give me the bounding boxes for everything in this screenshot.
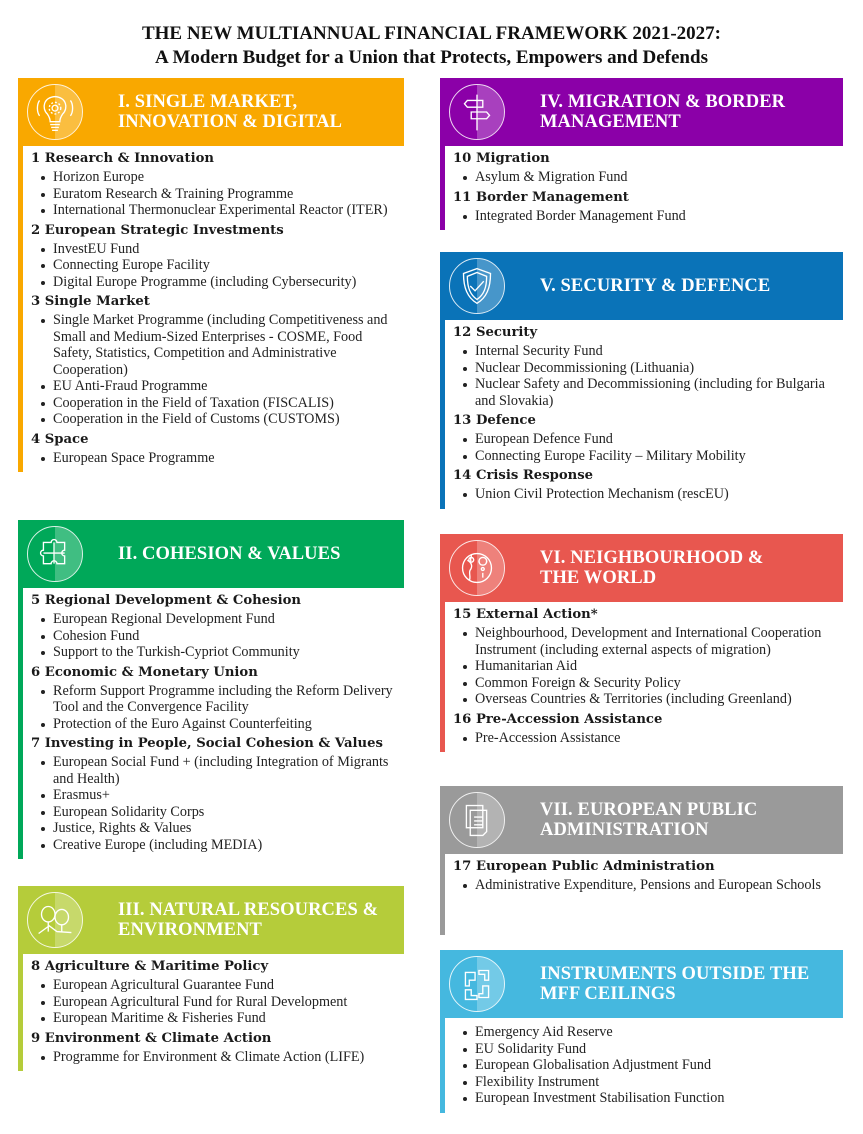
list-item: European Solidarity Corps bbox=[39, 804, 404, 821]
list-item: European Space Programme bbox=[39, 450, 404, 467]
section-header bbox=[440, 786, 843, 854]
category-heading: 3 Single Market bbox=[31, 294, 150, 309]
list-item: Cooperation in the Field of Taxation (FISCALIS) bbox=[39, 395, 404, 412]
list-item: Creative Europe (including MEDIA) bbox=[39, 837, 404, 854]
category-heading: 4 Space bbox=[31, 431, 89, 447]
title-line-1: THE NEW MULTIANNUAL FINANCIAL FRAMEWORK 2021-2027: bbox=[141, 23, 722, 44]
list-item: Digital Europe Programme (including Cybersecurity) bbox=[39, 274, 404, 291]
lightbulb-gear-icon bbox=[27, 84, 83, 140]
list-item: International Thermonuclear Experimental Reactor (ITER) bbox=[39, 202, 404, 219]
item-list bbox=[31, 754, 404, 853]
list-item: Humanitarian Aid bbox=[461, 658, 843, 675]
section-body bbox=[18, 146, 404, 472]
category-heading: 8 Agriculture & Maritime Policy bbox=[31, 959, 269, 974]
category-heading: 7 Investing in People, Social Cohesion & Values bbox=[31, 736, 383, 751]
item-list bbox=[453, 1024, 843, 1107]
item-list bbox=[31, 312, 404, 428]
section-natural-resources bbox=[18, 886, 404, 1071]
title-line-2: A Modern Budget for a Union that Protects, Empowers and Defends bbox=[155, 47, 708, 68]
category-heading: 17 European Public Administration bbox=[453, 859, 715, 874]
category-heading: 2 European Strategic Investments bbox=[31, 222, 284, 238]
list-item: Nuclear Decommissioning (Lithuania) bbox=[461, 360, 843, 377]
section-header bbox=[18, 78, 404, 146]
list-item: European Agricultural Fund for Rural Development bbox=[39, 994, 404, 1011]
section-header bbox=[18, 886, 404, 954]
category-heading: 9 Environment & Climate Action bbox=[31, 1030, 272, 1046]
list-item: Connecting Europe Facility – Military Mobility bbox=[461, 448, 843, 465]
item-list bbox=[453, 343, 843, 409]
list-item: European Globalisation Adjustment Fund bbox=[461, 1057, 843, 1074]
category-heading: 16 Pre-Accession Assistance bbox=[453, 711, 663, 727]
signpost-icon bbox=[449, 84, 505, 140]
category-heading: 6 Economic & Monetary Union bbox=[31, 664, 258, 680]
category-heading: 1 Research & Innovation bbox=[31, 151, 214, 166]
list-item: European Social Fund + (including Integration of Migrants and Health) bbox=[39, 754, 404, 787]
linked-hands-icon bbox=[449, 956, 505, 1012]
category-heading: 14 Crisis Response bbox=[453, 468, 594, 483]
list-item: Nuclear Safety and Decommissioning (including for Bulgaria and Slovakia) bbox=[461, 376, 843, 409]
section-title: VI. NEIGHBOURHOOD & THE WORLD bbox=[540, 548, 764, 588]
item-list bbox=[31, 241, 404, 291]
list-item: EU Anti-Fraud Programme bbox=[39, 378, 404, 395]
list-item: Horizon Europe bbox=[39, 169, 404, 186]
section-title: INSTRUMENTS OUTSIDE THE MFF CEILINGS bbox=[540, 964, 810, 1004]
trees-icon bbox=[27, 892, 83, 948]
section-security-defence bbox=[440, 252, 843, 509]
category-heading: 5 Regional Development & Cohesion bbox=[31, 593, 301, 608]
list-item: Common Foreign & Security Policy bbox=[461, 675, 843, 692]
section-title: I. SINGLE MARKET, INNOVATION & DIGITAL bbox=[118, 92, 343, 132]
section-body bbox=[440, 320, 843, 509]
item-list bbox=[453, 486, 843, 503]
item-list bbox=[31, 611, 404, 661]
section-header bbox=[440, 252, 843, 320]
category-heading: 10 Migration bbox=[453, 151, 550, 166]
globe-pin-icon bbox=[449, 540, 505, 596]
list-item: Programme for Environment & Climate Action (LIFE) bbox=[39, 1049, 404, 1066]
item-list bbox=[453, 208, 843, 225]
section-body bbox=[18, 954, 404, 1071]
puzzle-icon bbox=[27, 526, 83, 582]
list-item: Flexibility Instrument bbox=[461, 1074, 843, 1091]
item-list bbox=[453, 877, 843, 894]
category-heading: 11 Border Management bbox=[453, 189, 629, 205]
section-header bbox=[440, 534, 843, 602]
item-list bbox=[453, 431, 843, 464]
section-header bbox=[18, 520, 404, 588]
section-body bbox=[440, 1018, 843, 1113]
item-list bbox=[31, 1049, 404, 1066]
section-title: VII. EUROPEAN PUBLIC ADMINISTRATION bbox=[540, 800, 758, 840]
section-title: V. SECURITY & DEFENCE bbox=[540, 276, 771, 296]
item-list bbox=[31, 683, 404, 733]
page-title bbox=[0, 22, 863, 70]
list-item: EU Solidarity Fund bbox=[461, 1041, 843, 1058]
list-item: Overseas Countries & Territories (including Greenland) bbox=[461, 691, 843, 708]
category-heading: 12 Security bbox=[453, 325, 538, 340]
section-body bbox=[440, 854, 843, 935]
documents-icon bbox=[449, 792, 505, 848]
item-list bbox=[453, 625, 843, 708]
list-item: Union Civil Protection Mechanism (rescEU) bbox=[461, 486, 843, 503]
list-item: Administrative Expenditure, Pensions and European Schools bbox=[461, 877, 843, 894]
list-item: Erasmus+ bbox=[39, 787, 404, 804]
list-item: Pre-Accession Assistance bbox=[461, 730, 843, 747]
category-heading: 13 Defence bbox=[453, 413, 536, 428]
list-item: Emergency Aid Reserve bbox=[461, 1024, 843, 1041]
item-list bbox=[453, 169, 843, 186]
section-body bbox=[440, 146, 843, 230]
list-item: Justice, Rights & Values bbox=[39, 820, 404, 837]
list-item: Integrated Border Management Fund bbox=[461, 208, 843, 225]
section-body bbox=[18, 588, 404, 859]
list-item: Internal Security Fund bbox=[461, 343, 843, 360]
section-header bbox=[440, 950, 843, 1018]
list-item: Single Market Programme (including Competitiveness and Small and Medium-Sized Enterprises - COSME, Food Safety, Statistics, Competition and Administrative Cooperation) bbox=[39, 312, 404, 378]
shield-check-icon bbox=[449, 258, 505, 314]
section-migration-border bbox=[440, 78, 843, 230]
section-title: II. COHESION & VALUES bbox=[118, 544, 341, 564]
section-single-market bbox=[18, 78, 404, 472]
list-item: European Defence Fund bbox=[461, 431, 843, 448]
list-item: European Regional Development Fund bbox=[39, 611, 404, 628]
section-header bbox=[440, 78, 843, 146]
list-item: Neighbourhood, Development and International Cooperation Instrument (including external aspects of migration) bbox=[461, 625, 843, 658]
section-instruments-outside-mff bbox=[440, 950, 843, 1113]
list-item: Reform Support Programme including the Reform Delivery Tool and the Convergence Facility bbox=[39, 683, 404, 716]
list-item: Connecting Europe Facility bbox=[39, 257, 404, 274]
item-list bbox=[31, 450, 404, 467]
item-list bbox=[453, 730, 843, 747]
item-list bbox=[31, 977, 404, 1027]
list-item: Support to the Turkish-Cypriot Community bbox=[39, 644, 404, 661]
section-title: III. NATURAL RESOURCES & ENVIRONMENT bbox=[118, 900, 379, 940]
list-item: Cooperation in the Field of Customs (CUSTOMS) bbox=[39, 411, 404, 428]
section-body bbox=[440, 602, 843, 752]
list-item: Cohesion Fund bbox=[39, 628, 404, 645]
list-item: Protection of the Euro Against Counterfeiting bbox=[39, 716, 404, 733]
category-heading: 15 External Action* bbox=[453, 607, 598, 622]
section-public-administration bbox=[440, 786, 843, 935]
section-title: IV. MIGRATION & BORDER MANAGEMENT bbox=[540, 92, 786, 132]
section-cohesion-values bbox=[18, 520, 404, 859]
section-neighbourhood-world bbox=[440, 534, 843, 752]
list-item: European Maritime & Fisheries Fund bbox=[39, 1010, 404, 1027]
list-item: European Agricultural Guarantee Fund bbox=[39, 977, 404, 994]
item-list bbox=[31, 169, 404, 219]
list-item: Euratom Research & Training Programme bbox=[39, 186, 404, 203]
list-item: European Investment Stabilisation Function bbox=[461, 1090, 843, 1107]
list-item: Asylum & Migration Fund bbox=[461, 169, 843, 186]
list-item: InvestEU Fund bbox=[39, 241, 404, 258]
